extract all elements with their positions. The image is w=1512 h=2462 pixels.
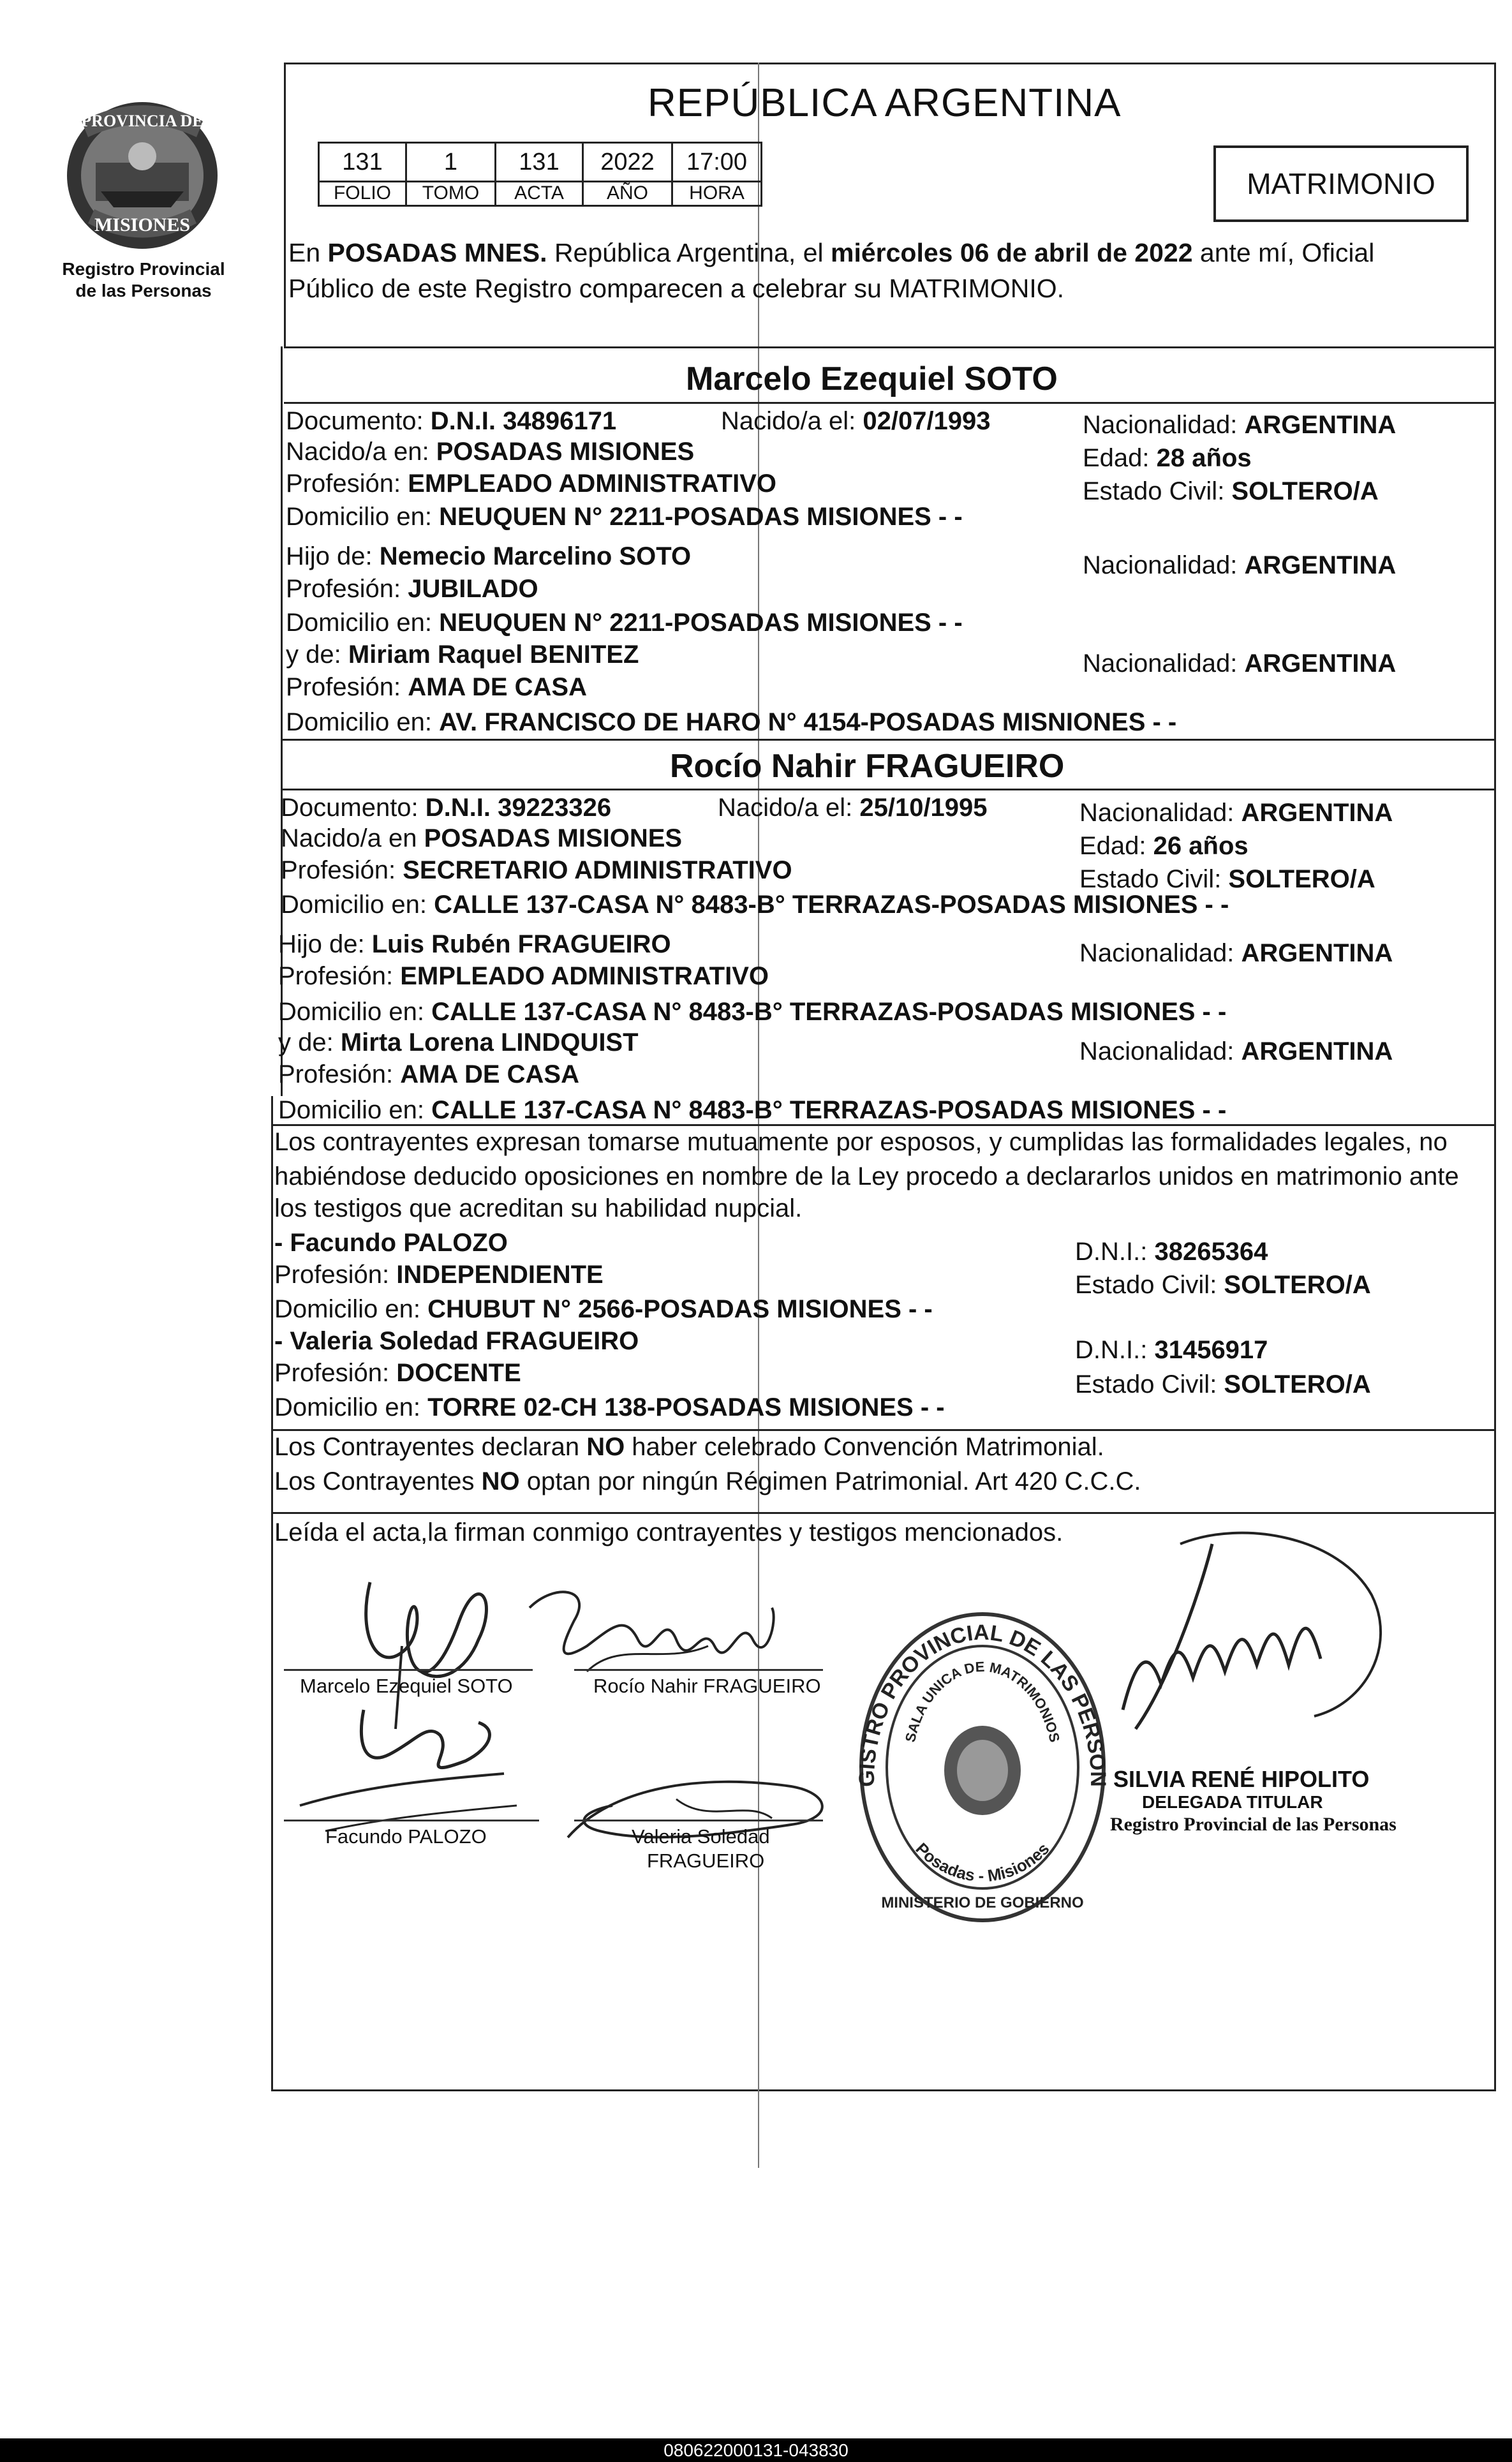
witness-1-profession: Profesión: INDEPENDIENTE: [274, 1261, 604, 1289]
bride-mother-nationality: Nacionalidad: ARGENTINA: [1079, 1037, 1393, 1065]
witness-2-signature-caption-l2: FRAGUEIRO: [647, 1850, 765, 1872]
bride-mother: y de: Mirta Lorena LINDQUIST: [278, 1028, 639, 1057]
svg-text:MINISTERIO DE GOBIERNO: MINISTERIO DE GOBIERNO: [881, 1894, 1084, 1911]
bride-civil-status: Estado Civil: SOLTERO/A: [1079, 865, 1375, 893]
frame-bottom: [271, 2089, 1496, 2091]
frame-top: [286, 63, 1496, 64]
bride-father-nationality: Nacionalidad: ARGENTINA: [1079, 939, 1393, 967]
bride-father-profession: Profesión: EMPLEADO ADMINISTRATIVO: [278, 962, 769, 990]
tomo-value: 1: [405, 142, 496, 182]
witness-2-profession: Profesión: DOCENTE: [274, 1359, 521, 1387]
svg-text:Posadas - Misiones: Posadas - Misiones: [912, 1839, 1053, 1886]
divider: [271, 1429, 1496, 1431]
signature-line: [284, 1820, 539, 1821]
province-seal-icon: [56, 96, 228, 255]
signature-line: [574, 1669, 823, 1671]
closing-text: Leída el acta,la firman conmigo contrayentes y testigos mencionados.: [274, 1518, 1064, 1546]
witness-1-civil-status: Estado Civil: SOLTERO/A: [1075, 1271, 1371, 1299]
bride-birthplace: Nacido/a en POSADAS MISIONES: [281, 824, 683, 852]
groom-doc: Documento: D.N.I. 34896171: [286, 407, 617, 435]
witness-1-signature-caption: Facundo PALOZO: [325, 1825, 487, 1848]
groom-profession: Profesión: EMPLEADO ADMINISTRATIVO: [286, 470, 776, 498]
anio-value: 2022: [582, 142, 673, 182]
folio-label: FOLIO: [318, 182, 407, 207]
acta-value: 131: [494, 142, 584, 182]
bride-father-address: Domicilio en: CALLE 137-CASA N° 8483-B° TERRAZAS-POSADAS MISIONES - -: [278, 998, 1227, 1026]
footer-code: 080622000131-043830: [0, 2438, 1512, 2462]
groom-age: Edad: 28 años: [1083, 444, 1252, 472]
groom-birthplace: Nacido/a en: POSADAS MISIONES: [286, 438, 695, 466]
witness-2-signature-caption-l1: Valeria Soledad: [632, 1825, 770, 1848]
groom-signature-caption: Marcelo Ezequiel SOTO: [300, 1675, 513, 1697]
groom-father-address: Domicilio en: NEUQUEN N° 2211-POSADAS MISIONES - -: [286, 609, 963, 637]
divider: [271, 1124, 1496, 1126]
document-type-box: MATRIMONIO: [1213, 145, 1469, 222]
groom-father: Hijo de: Nemecio Marcelino SOTO: [286, 542, 692, 570]
divider: [284, 402, 1496, 404]
frame-left-top: [284, 63, 286, 346]
divider: [281, 789, 1496, 790]
groom-mother-nationality: Nacionalidad: ARGENTINA: [1083, 649, 1397, 678]
hora-value: 17:00: [671, 142, 762, 182]
witness-1-address: Domicilio en: CHUBUT N° 2566-POSADAS MISIONES - -: [274, 1295, 933, 1323]
groom-father-nationality: Nacionalidad: ARGENTINA: [1083, 551, 1397, 579]
svg-text:PROVINCIA DE: PROVINCIA DE: [81, 112, 204, 130]
anio-label: AÑO: [582, 182, 673, 207]
officer-role: DELEGADA TITULAR: [1142, 1792, 1323, 1812]
officer-signature-icon: [1085, 1518, 1416, 1774]
witness-2-civil-status: Estado Civil: SOLTERO/A: [1075, 1370, 1371, 1398]
witness-1-dni: D.N.I.: 38265364: [1075, 1238, 1268, 1266]
divider: [271, 1512, 1496, 1514]
witness-2-dni: D.N.I.: 31456917: [1075, 1336, 1268, 1364]
document-title: REPÚBLICA ARGENTINA: [648, 81, 1122, 125]
bride-age: Edad: 26 años: [1079, 832, 1249, 860]
convention-line-2: Los Contrayentes NO optan por ningún Régimen Patrimonial. Art 420 C.C.C.: [274, 1467, 1141, 1495]
officer-office: Registro Provincial de las Personas: [1110, 1814, 1397, 1835]
acta-label: ACTA: [494, 182, 584, 207]
folio-value: 131: [318, 142, 407, 182]
groom-nationality: Nacionalidad: ARGENTINA: [1083, 411, 1397, 439]
bride-profession: Profesión: SECRETARIO ADMINISTRATIVO: [281, 856, 792, 884]
intro-line-1: En POSADAS MNES. República Argentina, el miércoles 06 de abril de 2022 ante mí, Oficial: [288, 238, 1375, 267]
declaration-line-2: habiéndose deducido oposiciones en nombre de la Ley procedo a declararlos unidos en matrimonio ante: [274, 1162, 1459, 1190]
svg-text:MISIONES: MISIONES: [94, 214, 191, 235]
witness-1-name: - Facundo PALOZO: [274, 1229, 508, 1257]
bride-mother-address: Domicilio en: CALLE 137-CASA N° 8483-B° TERRAZAS-POSADAS MISIONES - -: [278, 1096, 1227, 1124]
official-stamp-icon: [847, 1589, 1111, 1927]
svg-text:REGISTRO PROVINCIAL DE LAS PER: REGISTRO PROVINCIAL DE LAS PERSONAS: [847, 1589, 1111, 1787]
groom-address: Domicilio en: NEUQUEN N° 2211-POSADAS MISIONES - -: [286, 503, 963, 531]
witness-2-address: Domicilio en: TORRE 02-CH 138-POSADAS MISIONES - -: [274, 1393, 945, 1421]
frame-left-bottom: [271, 1096, 273, 2091]
bride-doc: Documento: D.N.I. 39223326: [281, 794, 612, 822]
signature-line: [574, 1820, 823, 1821]
witness-2-name: - Valeria Soledad FRAGUEIRO: [274, 1327, 639, 1355]
groom-mother-profession: Profesión: AMA DE CASA: [286, 673, 587, 701]
bride-mother-profession: Profesión: AMA DE CASA: [278, 1060, 579, 1088]
divider: [281, 739, 1496, 741]
intro-line-2: Público de este Registro comparecen a celebrar su MATRIMONIO.: [288, 274, 1065, 303]
logo-caption: Registro Provincial de las Personas: [62, 259, 225, 300]
frame-right: [1494, 63, 1496, 2091]
groom-name: Marcelo Ezequiel SOTO: [686, 360, 1058, 397]
groom-mother-address: Domicilio en: AV. FRANCISCO DE HARO N° 4154-POSADAS MISNIONES - -: [286, 708, 1177, 736]
bride-nationality: Nacionalidad: ARGENTINA: [1079, 799, 1393, 827]
divider: [284, 346, 1496, 348]
groom-civil-status: Estado Civil: SOLTERO/A: [1083, 477, 1379, 505]
declaration-line-3: los testigos que acreditan su habilidad nupcial.: [274, 1194, 803, 1222]
convention-line-1: Los Contrayentes declaran NO haber celebrado Convención Matrimonial.: [274, 1433, 1104, 1461]
hora-label: HORA: [671, 182, 762, 207]
bride-born: Nacido/a el: 25/10/1995: [718, 794, 988, 822]
bride-father: Hijo de: Luis Rubén FRAGUEIRO: [278, 930, 671, 958]
tomo-label: TOMO: [405, 182, 496, 207]
svg-text:SALA UNICA DE MATRIMONIOS: SALA UNICA DE MATRIMONIOS: [901, 1658, 1064, 1744]
groom-born: Nacido/a el: 02/07/1993: [721, 407, 991, 435]
groom-father-profession: Profesión: JUBILADO: [286, 575, 538, 603]
declaration-line-1: Los contrayentes expresan tomarse mutuamente por esposos, y cumplidas las formalidades legales, no: [274, 1128, 1448, 1156]
groom-mother: y de: Miriam Raquel BENITEZ: [286, 641, 639, 669]
bride-signature-caption: Rocío Nahir FRAGUEIRO: [593, 1675, 821, 1697]
signature-line: [284, 1669, 533, 1671]
bride-name: Rocío Nahir FRAGUEIRO: [670, 748, 1065, 785]
bride-address: Domicilio en: CALLE 137-CASA N° 8483-B° TERRAZAS-POSADAS MISIONES - -: [281, 891, 1229, 919]
officer-name: SILVIA RENÉ HIPOLITO: [1113, 1766, 1370, 1792]
